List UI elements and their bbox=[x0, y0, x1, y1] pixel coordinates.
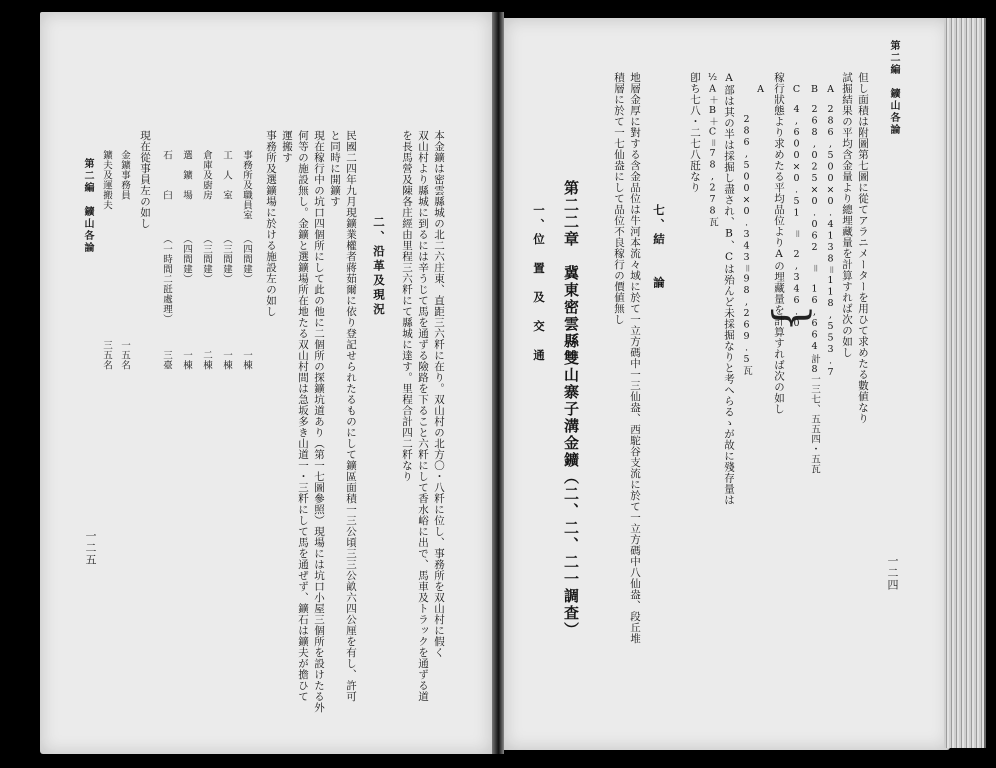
facility-3-count: 二棟 bbox=[201, 350, 212, 370]
calc-label-b: B bbox=[809, 84, 820, 96]
a-row-label: A bbox=[755, 84, 766, 96]
conclusion-line-1: 地層金厚に對する含金品位は牛河本流々域に於て一立方碼中一三仙盎、西駝谷支流に於て一立方碼中八仙盎、段丘堆 bbox=[629, 72, 641, 644]
facility-5-count: 三臺 bbox=[161, 350, 172, 370]
calc-formula-a: 286,500×0.4138＝118,553.7 bbox=[825, 104, 836, 379]
intro-line-1: 但し面積は附圖第七圖に從てアラニメーターを用ひて求めたる數値なり bbox=[857, 72, 869, 424]
calc-total: 計 一三七、五五四・五瓦 bbox=[809, 354, 820, 474]
book-gutter bbox=[492, 12, 504, 754]
location-line-3: を長馬營及陳各庄經由里程三六粁にて縣城に達す。里程合計四二粁なり bbox=[401, 130, 413, 482]
staff-1-count: 一五名 bbox=[119, 340, 130, 370]
facility-1-detail: （四間建） bbox=[241, 234, 252, 284]
history-line-5: 運搬す bbox=[281, 130, 293, 163]
section-2-title: 二、沿革及現況 bbox=[372, 216, 386, 318]
subsection-title: 一、位 置 及 交 通 bbox=[532, 204, 546, 364]
left-page-number: 一二五 bbox=[84, 530, 97, 566]
facility-2-name: 工 人 室 bbox=[221, 150, 232, 200]
facility-1-count: 一棟 bbox=[241, 350, 252, 370]
method-text: 稼行狀態より求めたる平均品位よりAの埋藏量を計算すれば次の如し bbox=[773, 72, 785, 415]
calc-formula-b: 268,025×0.062 ＝ 16,664.8 bbox=[809, 104, 820, 376]
facility-2-detail: （三間建） bbox=[221, 234, 232, 284]
left-page-header: 第二編 鑛山各論 bbox=[82, 158, 93, 254]
a-row-formula: 286,500×0.343＝98,269.5瓦 bbox=[741, 114, 752, 376]
facility-3-name: 倉庫及廚房 bbox=[201, 150, 212, 200]
facility-4-detail: （四間建） bbox=[181, 234, 192, 284]
facility-4-count: 一棟 bbox=[181, 350, 192, 370]
facility-2-count: 一棟 bbox=[221, 350, 232, 370]
staff-2-count: 三五名 bbox=[101, 340, 112, 370]
right-page-header: 第二編 鑛山各論 bbox=[888, 40, 899, 136]
location-line-2: 双山村より縣城に到るには辛うじて馬を通ずる險路を下ること六粁にして香水峪に出で、馬車及トラックを通ずる道 bbox=[417, 130, 429, 702]
facility-3-detail: （三間建） bbox=[201, 234, 212, 284]
history-line-3: 現在稼行中の坑口四個所にして此の他に二個所の探鑛坑道あり（第一七圖參照）現場には坑口小屋三個所を設けたる外 bbox=[313, 130, 325, 713]
calc-label-a: A bbox=[825, 84, 836, 96]
conclusion-line-2: 積層に於て一七仙盎にして品位不良稼行の價値無し bbox=[613, 72, 625, 325]
chapter-title: 第二二章 冀東密雲縣雙山寨子溝金鑛（二、二、二一調査） bbox=[562, 180, 580, 639]
location-line-1: 本金鑛は密雲縣城の北二六庄東、直距三六粁に在り。双山村の北方〇・八粁に位し、事務所を双山村に假く bbox=[433, 130, 445, 658]
facility-5-name: 石 臼 bbox=[161, 150, 172, 200]
calc-formula-c: 4,600×0.51 ＝ 2,346.0 bbox=[791, 104, 802, 330]
staff-intro: 現在從事員左の如し bbox=[139, 130, 151, 229]
history-line-6: 事務所及選鑛場に於ける施設左の如し bbox=[265, 130, 277, 317]
page-edges bbox=[944, 18, 986, 748]
remark-end: 卽ち七八・二七八瓩なり bbox=[689, 72, 701, 193]
staff-1-role: 金鑛事務員 bbox=[119, 150, 130, 200]
right-page-number: 一二四 bbox=[886, 555, 899, 591]
section-7-title: 七、結 論 bbox=[652, 204, 666, 291]
remark-text: A部は其の半は採掘し盡され、B、Cは殆んど未採掘なりと考へらるゝが故に殘存量は bbox=[723, 72, 735, 506]
calc-label-c: C bbox=[791, 84, 802, 96]
facility-5-detail: （一時間二瓩處理） bbox=[161, 234, 172, 324]
history-line-4: 何等の施設無し。金鑛と選鑛場所在地たる双山村間は急坂多き山道一・三粁にして馬を通ぜず、鑛石は鑛夫が擔ひて bbox=[297, 130, 309, 702]
history-line-1: 民國二四年九月現鑛業權者蔣茹爾に依り登記せられたるものにして鑛區面積一三公頃三三公畝六四公厘を有し、許可 bbox=[345, 130, 357, 702]
remark-formula: ½A＋B＋C＝78,278瓦 bbox=[707, 72, 718, 227]
facility-4-name: 選 鑛 場 bbox=[181, 150, 192, 200]
staff-2-role: 鑛夫及運搬夫 bbox=[101, 150, 112, 210]
facility-1-name: 事務所及職員室 bbox=[241, 150, 252, 220]
calc-brace: } bbox=[767, 304, 818, 332]
history-line-2: と同時に開鑛す bbox=[329, 130, 341, 207]
intro-line-2: 試掘結果の平均含金量より總埋藏量を計算すれば次の如し bbox=[841, 72, 853, 358]
